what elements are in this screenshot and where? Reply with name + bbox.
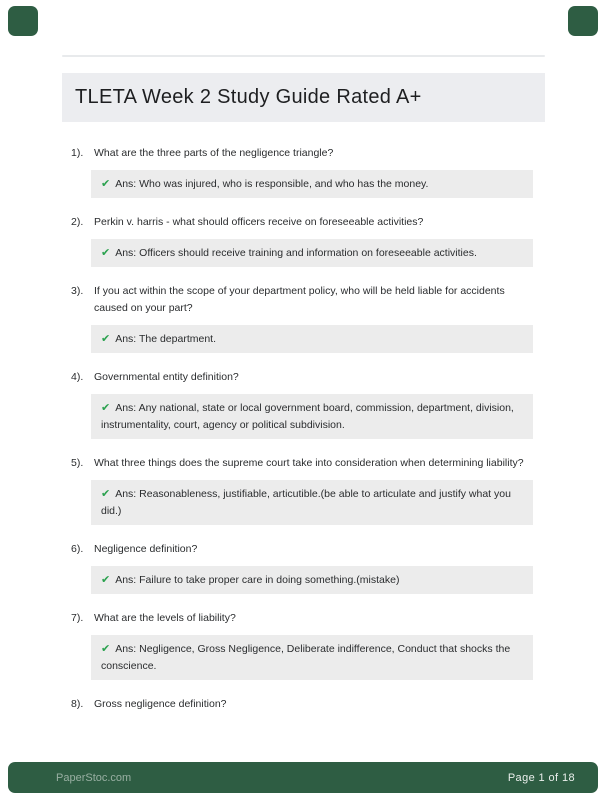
qa-item (62, 283, 545, 353)
question-number: 8). (71, 698, 84, 710)
question-text: What are the three parts of the negligence triangle? (94, 147, 334, 159)
answer-text: Ans: Officers should receive training and information on foreseeable activities. (115, 247, 477, 259)
corner-mark-top-left-icon (8, 6, 38, 36)
check-icon: ✔ (101, 642, 111, 655)
page-content (62, 0, 545, 729)
answer-box (91, 635, 533, 680)
answer-text: Ans: The department. (115, 333, 216, 345)
answer-box (91, 394, 533, 439)
check-icon: ✔ (101, 246, 111, 259)
check-icon: ✔ (101, 177, 111, 190)
footer-band (8, 762, 598, 793)
answer-text: Ans: Negligence, Gross Negligence, Deliberate indifference, Conduct that shocks the conscience. (101, 643, 511, 672)
answer-box (91, 239, 533, 267)
question-number: 7). (71, 612, 84, 624)
qa-item (62, 696, 545, 713)
qa-item (62, 541, 545, 594)
question-number: 1). (71, 147, 84, 159)
question-text: What three things does the supreme court take into consideration when determining liability? (94, 457, 524, 469)
top-rule (62, 55, 545, 57)
qa-list (62, 145, 545, 713)
watermark: PaperStoc.com (56, 771, 132, 784)
qa-item (62, 610, 545, 680)
answer-box (91, 170, 533, 198)
answer-text: Ans: Who was injured, who is responsible, and who has the money. (115, 178, 429, 190)
answer-box (91, 480, 533, 525)
title-banner (62, 73, 545, 122)
question-text: Governmental entity definition? (94, 371, 239, 383)
qa-item (62, 369, 545, 439)
question-text: Gross negligence definition? (94, 698, 227, 710)
answer-box (91, 325, 533, 353)
answer-box (91, 566, 533, 594)
qa-item (62, 455, 545, 525)
question-number: 6). (71, 543, 84, 555)
question-number: 5). (71, 457, 84, 469)
check-icon: ✔ (101, 332, 111, 345)
question-number: 3). (71, 285, 84, 297)
question-text: If you act within the scope of your department policy, who will be held liable for accidents caused on your part? (94, 285, 505, 314)
answer-text: Ans: Failure to take proper care in doing something.(mistake) (115, 574, 400, 586)
question-text: What are the levels of liability? (94, 612, 236, 624)
question-text: Perkin v. harris - what should officers receive on foreseeable activities? (94, 216, 424, 228)
page-indicator: Page 1 of 18 (507, 771, 575, 784)
page-title: TLETA Week 2 Study Guide Rated A+ (75, 86, 422, 108)
question-text: Negligence definition? (94, 543, 198, 555)
question-number: 2). (71, 216, 84, 228)
answer-text: Ans: Reasonableness, justifiable, articutible.(be able to articulate and justify what you did.) (101, 488, 511, 517)
check-icon: ✔ (101, 573, 111, 586)
check-icon: ✔ (101, 401, 111, 414)
answer-text: Ans: Any national, state or local government board, commission, department, division, instrumentality, court, agency or political subdivision. (101, 402, 514, 431)
question-number: 4). (71, 371, 84, 383)
corner-mark-top-right-icon (568, 6, 598, 36)
qa-item (62, 145, 545, 198)
qa-item (62, 214, 545, 267)
check-icon: ✔ (101, 487, 111, 500)
